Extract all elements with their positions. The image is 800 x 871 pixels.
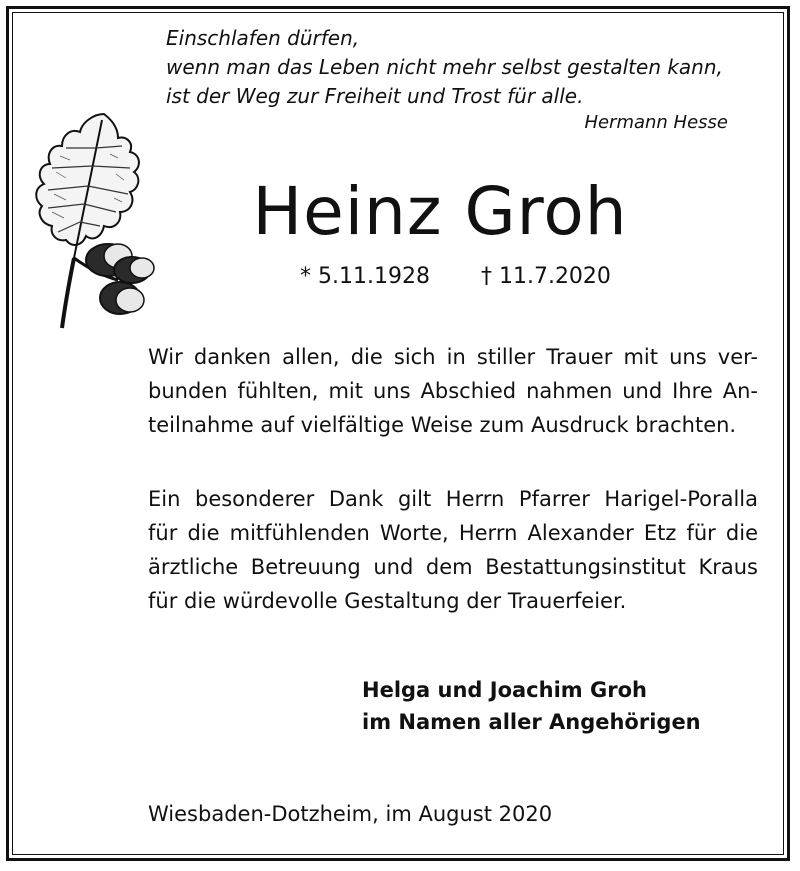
death-date: † 11.7.2020 [480, 264, 611, 289]
place-date: Wiesbaden-Dotzheim, im August 2020 [148, 802, 553, 826]
life-dates [300, 264, 611, 289]
oak-leaf-acorn-icon [26, 108, 166, 338]
signature-names: Helga und Joachim Groh [362, 678, 647, 702]
quote-line: Einschlafen dürfen, [166, 26, 360, 50]
deceased-name: Heinz Groh [252, 173, 628, 250]
birth-date: * 5.11.1928 [300, 264, 430, 289]
paragraph-line: für die würdevolle Gestaltung der Trauerfeier. [148, 589, 627, 613]
paragraph-line: Wir danken allen, die sich in stiller Trauer mit uns ver- [148, 345, 758, 369]
paragraph-line: ärztliche Betreuung und dem Bestattungsinstitut Kraus [148, 555, 758, 579]
poem-quote [166, 24, 736, 111]
paragraph-line: für die mitfühlenden Worte, Herrn Alexander Etz für die [148, 521, 758, 545]
quote-line: wenn man das Leben nicht mehr selbst gestalten kann, [166, 55, 723, 79]
paragraph-line: bunden fühlten, mit uns Abschied nahmen und Ihre An- [148, 379, 758, 403]
signature-subtitle: im Namen aller Angehörigen [362, 710, 701, 734]
quote-line: ist der Weg zur Freiheit und Trost für alle. [166, 84, 584, 108]
special-thanks-paragraph [148, 482, 758, 618]
thanks-paragraph [148, 340, 758, 442]
paragraph-line: Ein besonderer Dank gilt Herrn Pfarrer Harigel-Poralla [148, 487, 758, 511]
quote-author: Hermann Hesse [584, 112, 728, 133]
signature-block [362, 674, 701, 738]
paragraph-line: teilnahme auf vielfältige Weise zum Ausdruck brachten. [148, 413, 737, 437]
